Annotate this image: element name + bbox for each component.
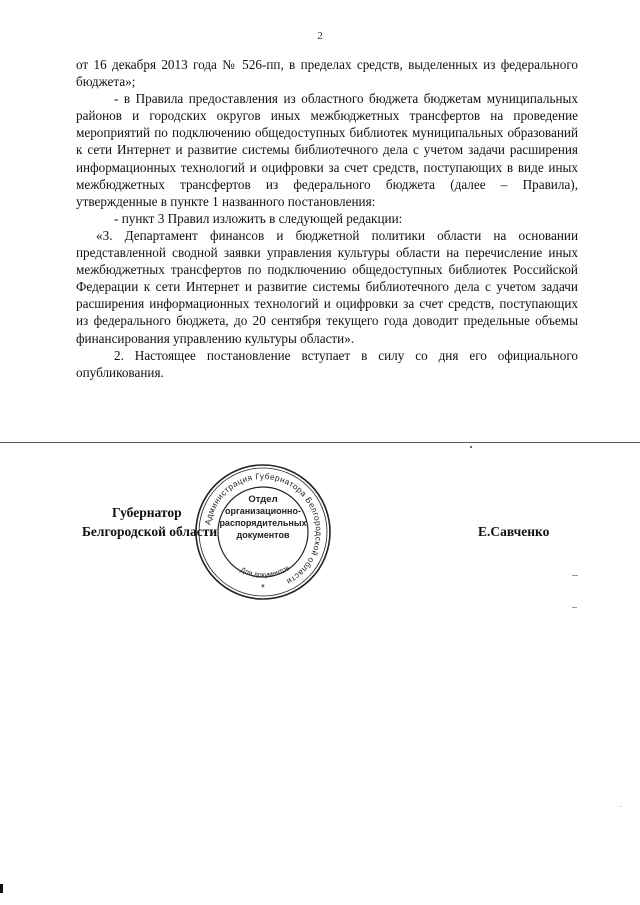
official-seal-stamp bbox=[193, 462, 333, 602]
signatory-title-line1: Губернатор bbox=[112, 505, 182, 520]
signatory-name: Е.Савченко bbox=[478, 524, 550, 539]
svg-text:распорядительных: распорядительных bbox=[219, 518, 307, 528]
page-number: 2 bbox=[317, 30, 323, 42]
paragraph-continuation: от 16 декабря 2013 года № 526-пп, в пределах средств, выделенных из федерального бюджета»; bbox=[76, 57, 578, 90]
paragraph-new-wording: «3. Департамент финансов и бюджетной политики области на основании представленной сводной заявки управления культуры области на перечисление иных межбюджетных трансфертов по подключению общедоступных библиотек Российской Федерации к сети Интернет и развитие системы библиотечного дела с учетом задачи расширения информационных технологий и оцифровки за счет средств, поступающих из федерального бюджета, до 20 сентября текущего года доводит предельные объемы финансирования управлению культуры области». bbox=[76, 227, 578, 346]
svg-text:Отдел: Отдел bbox=[248, 494, 278, 505]
paragraph-point-3: - пункт 3 Правил изложить в следующей редакции: bbox=[114, 210, 403, 226]
scan-artifact bbox=[572, 607, 577, 608]
scan-artifact bbox=[620, 806, 621, 807]
paragraph-rules-amendment: - в Правила предоставления из областного бюджета бюджетам муниципальных районов и городских округов иных межбюджетных трансфертов на проведение мероприятий по подключению общедоступных библиотек муниципальных образований к сети Интернет и развитие системы библиотечного дела с учетом задачи расширения информационных технологий и оцифровки за счет средств, поступающих в виде иных межбюджетных трансфертов из федерального бюджета (далее – Правила), утвержденные в пункте 1 названного постановления: bbox=[76, 91, 578, 209]
signatory-title-line2: Белгородской области bbox=[82, 524, 218, 539]
scan-artifact bbox=[572, 575, 578, 576]
scan-edge-mark bbox=[0, 884, 3, 893]
document-body bbox=[76, 56, 578, 381]
scan-dot bbox=[470, 446, 472, 448]
svg-text:документов: документов bbox=[236, 530, 290, 540]
svg-text:Для документов: Для документов bbox=[239, 564, 291, 580]
paragraph-effective-date: 2. Настоящее постановление вступает в силу со дня его официального опубликования. bbox=[76, 347, 578, 380]
svg-text:организационно-: организационно- bbox=[224, 506, 302, 516]
seal-graphic bbox=[193, 462, 333, 602]
horizontal-divider bbox=[0, 442, 640, 443]
svg-text:Администрация Губернатора Белг: Администрация Губернатора Белгородской области bbox=[202, 470, 325, 588]
svg-text:*: * bbox=[261, 583, 265, 594]
